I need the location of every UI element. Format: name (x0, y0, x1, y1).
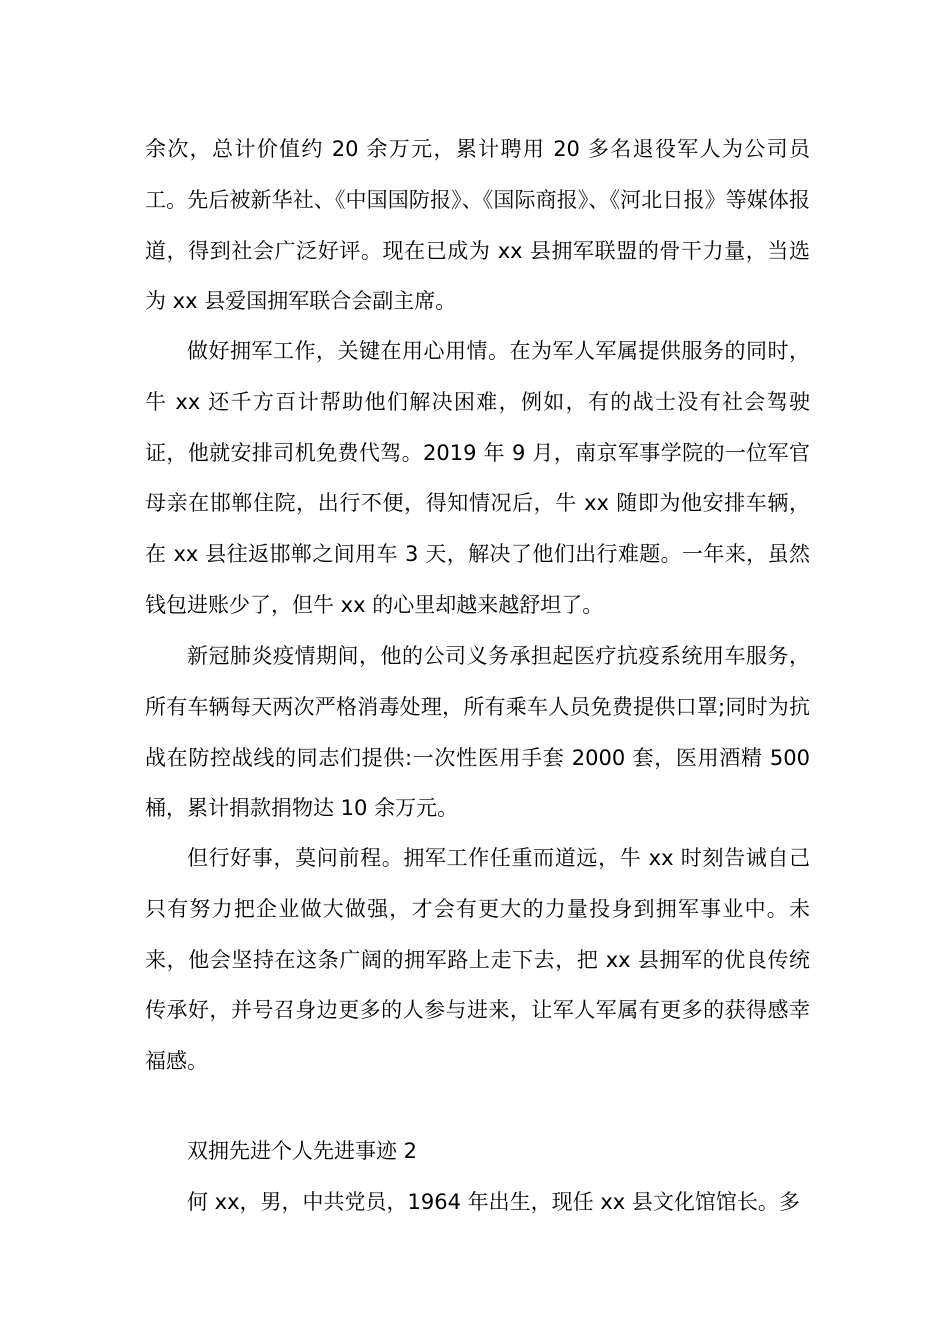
paragraph-4 (145, 833, 810, 1087)
paragraph-5 (145, 1177, 810, 1228)
paragraph-text: 做好拥军工作，关键在用心用情。在为军人军属提供服务的同时，牛 xx 还千方百计帮助他们解决困难，例如，有的战士没有社会驾驶证，他就安排司机免费代驾。2019 年 9 月，南京军事学院的一位军官母亲在邯郸住院，出行不便，得知情况后，牛 xx 随即为他安排车辆，在 xx 县往返邯郸之间用车 3 天，解决了他们出行难题。一年来，虽然钱包进账少了，但牛 xx 的心里却越来越舒坦了。 (145, 339, 810, 617)
paragraph-2 (145, 326, 810, 631)
section-heading: 双拥先进个人先进事迹 2 (187, 1139, 418, 1163)
paragraph-text: 余次，总计价值约 20 余万元，累计聘用 20 多名退役军人为公司员工。先后被新华社、《中国国防报》、《国际商报》、《河北日报》等媒体报道，得到社会广泛好评。现在已成为 xx 县拥军联盟的骨干力量，当选为 xx 县爱国拥军联合会副主席。 (145, 137, 810, 314)
paragraph-3 (145, 631, 810, 834)
paragraph-text: 但行好事，莫问前程。拥军工作任重而道远，牛 xx 时刻告诫自己只有努力把企业做大做强，才会有更大的力量投身到拥军事业中。未来，他会坚持在这条广阔的拥军路上走下去，把 xx 县拥军的优良传统传承好，并号召身边更多的人参与进来，让军人军属有更多的获得感幸福感。 (145, 846, 810, 1074)
paragraph-text: 何 xx，男，中共党员，1964 年出生，现任 xx 县文化馆馆长。多 (187, 1190, 800, 1214)
paragraph-text: 新冠肺炎疫情期间，他的公司义务承担起医疗抗疫系统用车服务，所有车辆每天两次严格消毒处理，所有乘车人员免费提供口罩;同时为抗战在防控战线的同志们提供:一次性医用手套 2000 套，医用酒精 500 桶，累计捐款捐物达 10 余万元。 (145, 644, 810, 821)
paragraph-1 (145, 124, 810, 327)
